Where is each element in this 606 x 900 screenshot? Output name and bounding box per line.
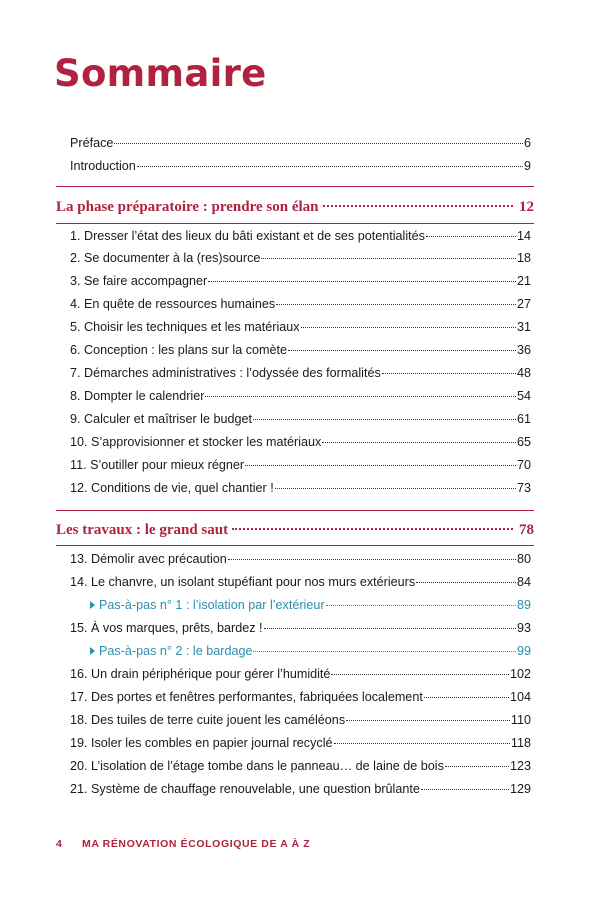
toc-entry-label: 17. Des portes et fenêtres performantes, fabriquées localement: [70, 690, 423, 704]
toc-entry-page: 48: [516, 366, 531, 380]
toc-entry[interactable]: [70, 365, 531, 381]
section-divider: [56, 545, 534, 546]
toc-entry[interactable]: [70, 296, 531, 312]
toc-entry-label: 6. Conception : les plans sur la comète: [70, 343, 288, 357]
toc-entry-label: Pas-à-pas n° 2 : le bardage: [99, 644, 253, 658]
toc-entry[interactable]: [70, 342, 531, 358]
toc-entry-label: 10. S’approvisionner et stocker les matériaux: [70, 435, 322, 449]
dot-leader: [114, 143, 523, 144]
toc-entry[interactable]: [70, 273, 531, 289]
dot-leader: [261, 258, 516, 259]
dot-leader: [416, 582, 516, 583]
toc-entry-label: Pas-à-pas n° 1 : l’isolation par l’extérieur: [99, 598, 325, 612]
toc-entry[interactable]: [70, 712, 531, 728]
toc-entry-label: 8. Dompter le calendrier: [70, 389, 205, 403]
toc-entry[interactable]: [70, 620, 531, 636]
toc-entry-page: 93: [516, 621, 531, 635]
toc-entry-label: 19. Isoler les combles en papier journal recyclé: [70, 736, 333, 750]
toc-entry-page: 110: [510, 713, 531, 727]
part-heading-label: Les travaux : le grand saut: [56, 522, 229, 538]
toc-entry-page: 89: [516, 598, 531, 612]
dot-leader: [208, 281, 516, 282]
toc-entry-page: 18: [516, 251, 531, 265]
section-divider: [56, 510, 534, 511]
toc-entry-label: 7. Démarches administratives : l’odyssée des formalités: [70, 366, 381, 380]
toc-entry-page: 104: [509, 690, 531, 704]
toc-entry[interactable]: [70, 666, 531, 682]
page-title: Sommaire: [54, 52, 267, 95]
dot-leader: [205, 396, 516, 397]
dot-leader: [245, 465, 516, 466]
toc-entry-label: Préface: [70, 136, 114, 150]
toc-entry-introduction[interactable]: [70, 158, 531, 174]
toc-entry[interactable]: [70, 457, 531, 473]
dot-leader: [228, 559, 516, 560]
toc-entry-page: 99: [516, 644, 531, 658]
dot-leader: [326, 605, 516, 606]
dot-leader: [346, 720, 510, 721]
dot-leader: [382, 373, 516, 374]
toc-entry-label: 1. Dresser l’état des lieux du bâti existant et de ses potentialités: [70, 229, 425, 243]
part-heading-page: 12: [519, 199, 534, 215]
toc-entry[interactable]: [70, 434, 531, 450]
toc-entry-page: 36: [516, 343, 531, 357]
dot-leader: [421, 789, 509, 790]
toc-entry-label: 14. Le chanvre, un isolant stupéfiant pour nos murs extérieurs: [70, 575, 416, 589]
page-number: 4: [56, 838, 63, 850]
toc-entry[interactable]: [70, 574, 531, 590]
toc-entry-label: 4. En quête de ressources humaines: [70, 297, 276, 311]
toc-step-entry[interactable]: [90, 597, 531, 613]
toc-entry-page: 123: [509, 759, 531, 773]
toc-entry[interactable]: [70, 480, 531, 496]
toc-entry-page: 31: [516, 320, 531, 334]
toc-entry-label: 16. Un drain périphérique pour gérer l’humidité: [70, 667, 331, 681]
dot-leader: [322, 442, 516, 443]
dot-leader: [253, 419, 516, 420]
toc-entry-page: 9: [523, 159, 531, 173]
toc-step-entry[interactable]: [90, 643, 531, 659]
toc-entry-label: 5. Choisir les techniques et les matériaux: [70, 320, 300, 334]
running-title: MA RÉNOVATION ÉCOLOGIQUE DE A À Z: [81, 838, 311, 850]
section-divider: [56, 186, 534, 187]
page-footer: [56, 838, 310, 850]
toc-entry-page: 70: [516, 458, 531, 472]
dot-leader: [424, 697, 509, 698]
toc-entry-preface[interactable]: [70, 135, 531, 151]
toc-entry[interactable]: [70, 781, 531, 797]
toc-entry-label: 18. Des tuiles de terre cuite jouent les caméléons: [70, 713, 346, 727]
triangle-bullet-icon: [90, 647, 95, 655]
toc-entry[interactable]: [70, 228, 531, 244]
toc-entry[interactable]: [70, 388, 531, 404]
toc-entry[interactable]: [70, 250, 531, 266]
toc-entry-page: 14: [516, 229, 531, 243]
dot-leader: [288, 350, 516, 351]
toc-entry[interactable]: [70, 319, 531, 335]
toc-entry[interactable]: [70, 411, 531, 427]
dot-leader: [232, 528, 513, 530]
toc-entry-label: 12. Conditions de vie, quel chantier !: [70, 481, 274, 495]
toc-entry-page: 27: [516, 297, 531, 311]
part-heading-2[interactable]: [56, 522, 534, 539]
dot-leader: [275, 488, 516, 489]
toc-entry-page: 54: [516, 389, 531, 403]
section-divider: [56, 223, 534, 224]
toc-entry-label: 20. L’isolation de l’étage tombe dans le panneau… de laine de bois: [70, 759, 444, 773]
triangle-bullet-icon: [90, 601, 95, 609]
toc-entry-page: 129: [509, 782, 531, 796]
toc-entry-label: 9. Calculer et maîtriser le budget: [70, 412, 252, 426]
toc-entry-page: 61: [516, 412, 531, 426]
toc-entry-label: 15. À vos marques, prêts, bardez !: [70, 621, 263, 635]
toc-entry-label: 13. Démolir avec précaution: [70, 552, 227, 566]
part-heading-page: 78: [519, 522, 534, 538]
dot-leader: [426, 236, 516, 237]
dot-leader: [137, 166, 523, 167]
toc-entry-label: 21. Système de chauffage renouvelable, une question brûlante: [70, 782, 420, 796]
toc-entry[interactable]: [70, 735, 531, 751]
part-heading-label: La phase préparatoire : prendre son élan: [56, 199, 319, 215]
toc-entry-page: 21: [516, 274, 531, 288]
dot-leader: [445, 766, 509, 767]
toc-entry-page: 73: [516, 481, 531, 495]
toc-entry[interactable]: [70, 758, 531, 774]
toc-entry-label: 2. Se documenter à la (res)source: [70, 251, 261, 265]
toc-entry-label: 3. Se faire accompagner: [70, 274, 208, 288]
dot-leader: [331, 674, 509, 675]
toc-entry-page: 80: [516, 552, 531, 566]
part-heading-1[interactable]: [56, 199, 534, 216]
dot-leader: [301, 327, 516, 328]
dot-leader: [334, 743, 510, 744]
toc-entry-page: 102: [509, 667, 531, 681]
dot-leader: [264, 628, 516, 629]
toc-entry-page: 6: [523, 136, 531, 150]
dot-leader: [253, 651, 516, 652]
toc-entry-label: 11. S’outiller pour mieux régner: [70, 458, 245, 472]
dot-leader: [323, 205, 513, 207]
toc-entry[interactable]: [70, 551, 531, 567]
toc-entry-page: 118: [510, 736, 531, 750]
dot-leader: [276, 304, 516, 305]
toc-entry-page: 65: [516, 435, 531, 449]
toc-entry[interactable]: [70, 689, 531, 705]
toc-entry-label: Introduction: [70, 159, 136, 173]
toc-entry-page: 84: [516, 575, 531, 589]
